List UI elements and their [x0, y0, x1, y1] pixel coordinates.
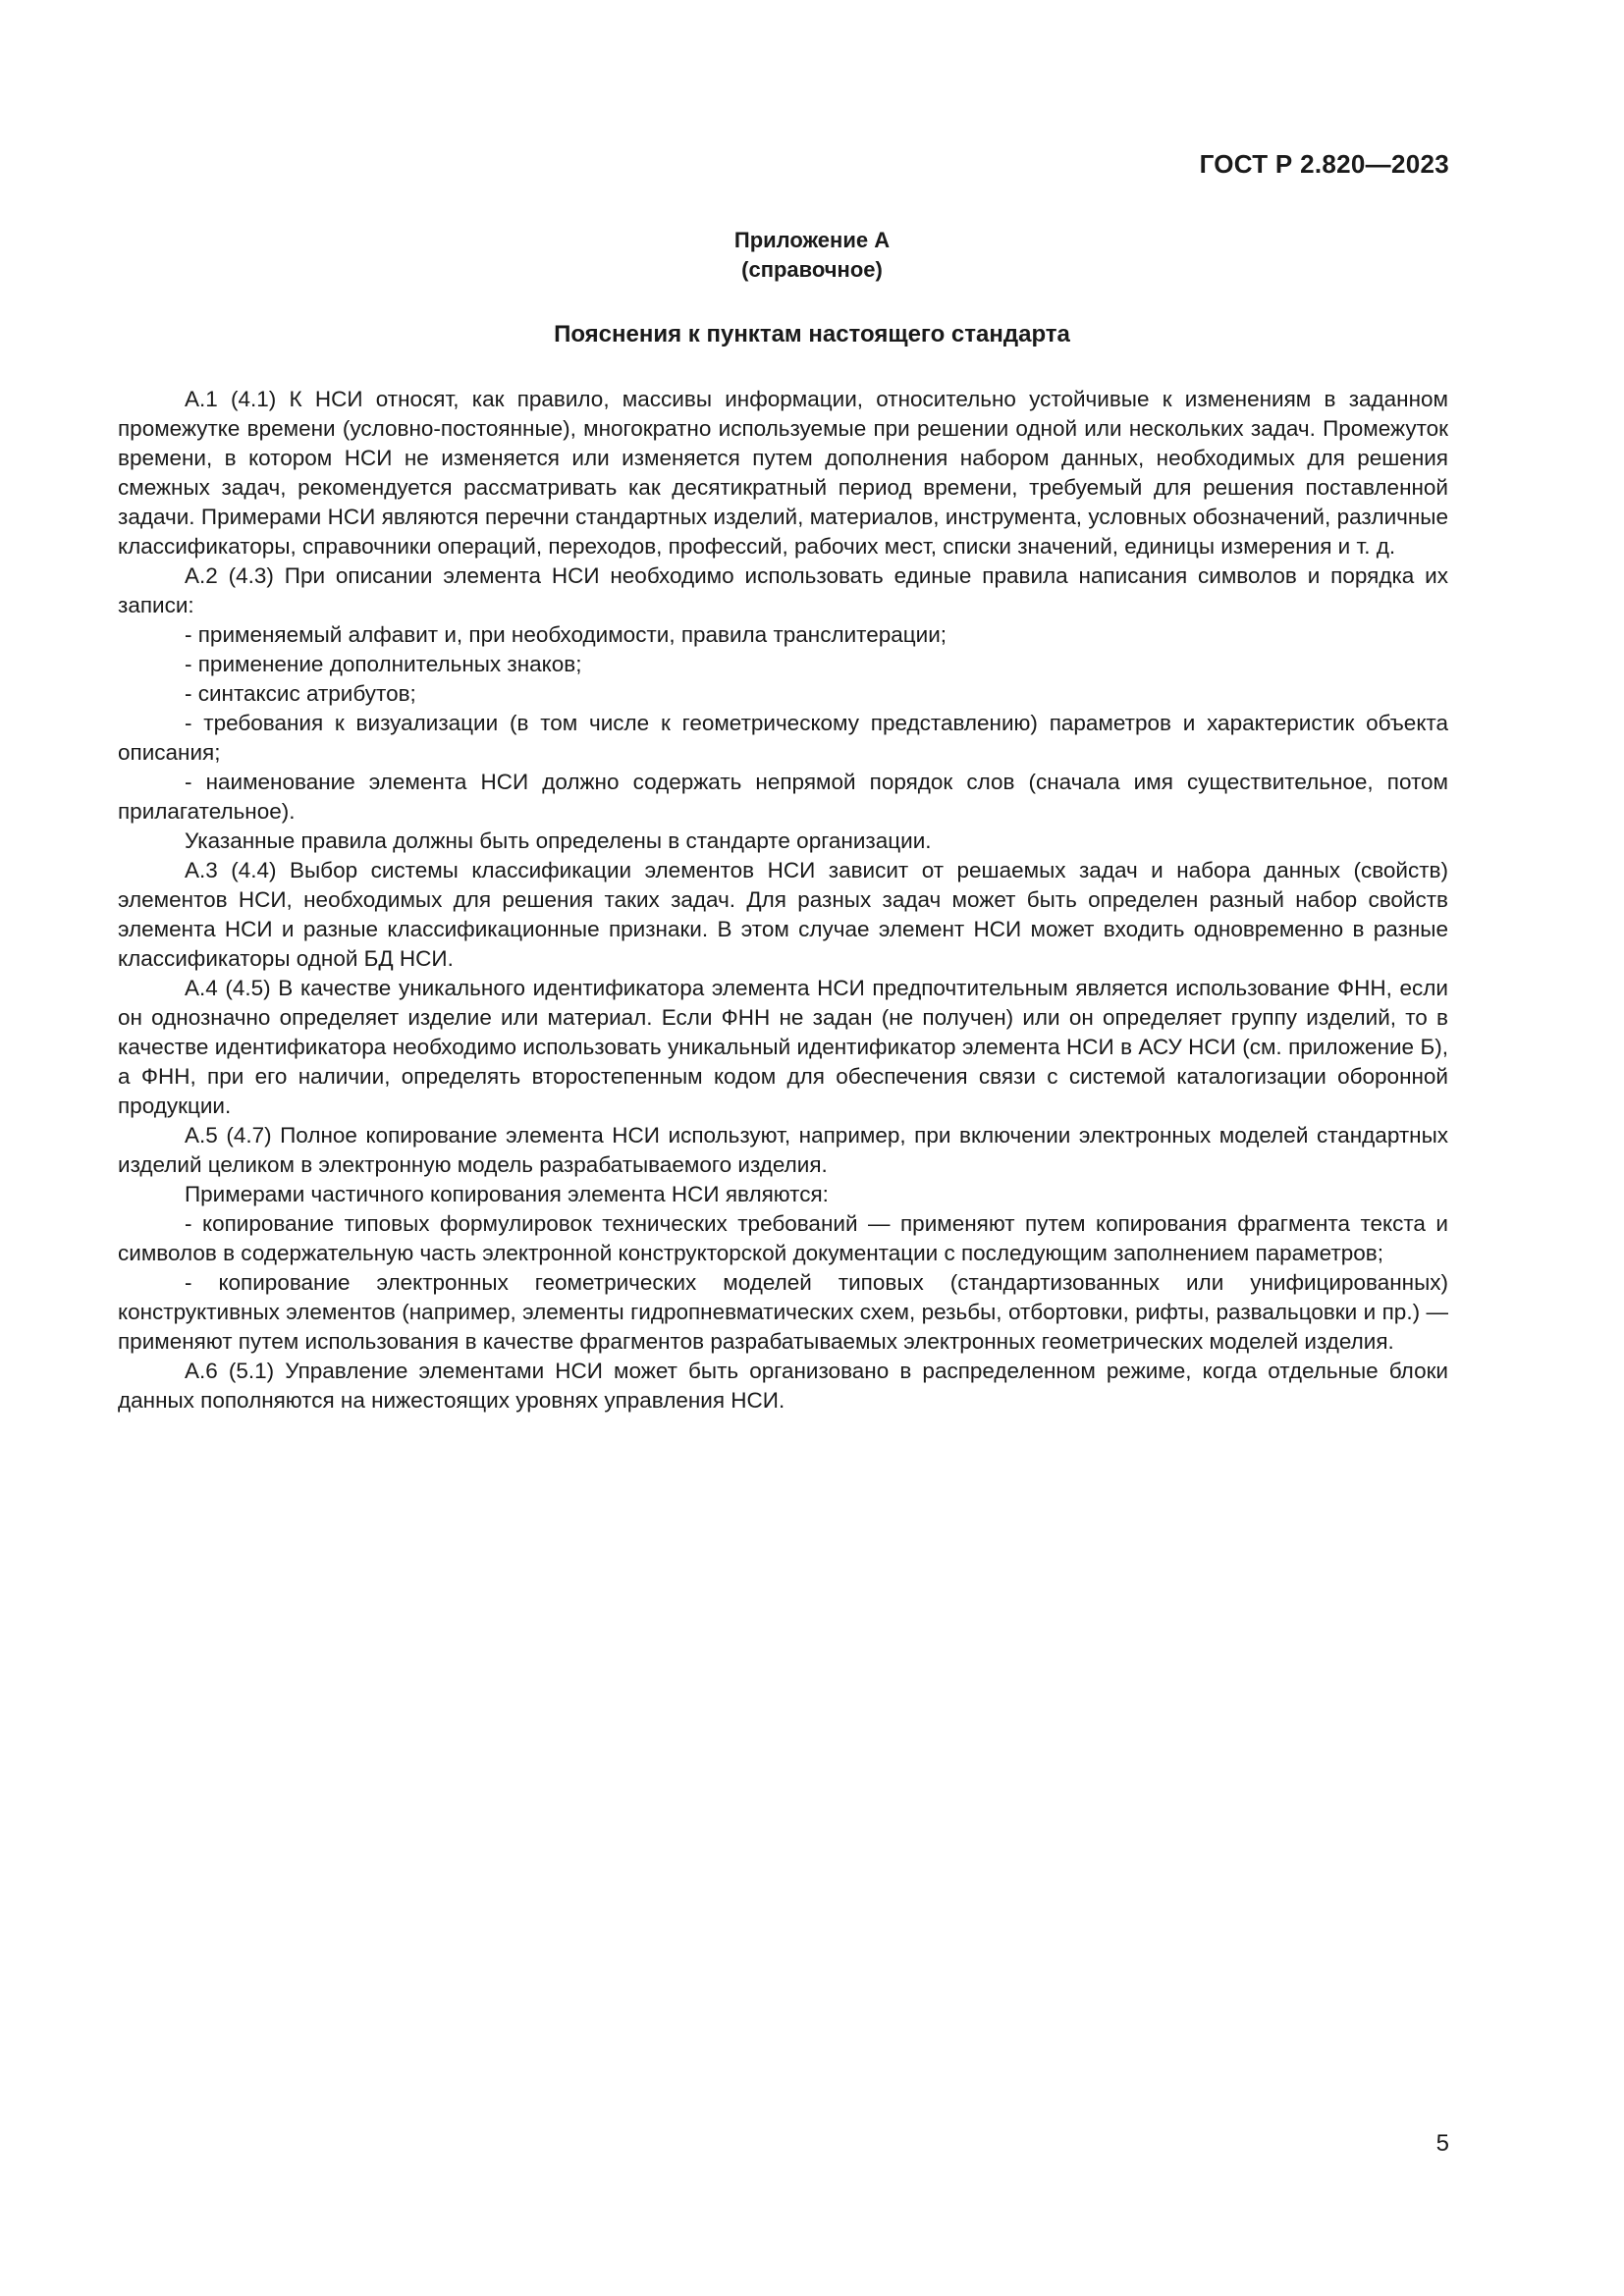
paragraph-rules-note: Указанные правила должны быть определены в стандарте организации. — [185, 828, 932, 853]
list-item: - синтаксис атрибутов; — [185, 681, 416, 706]
paragraph-a5: А.5 (4.7) Полное копирование элемента НСИ используют, например, при включении электронных моделей стандартных изделий целиком в электронную модель разрабатываемого изделия. — [118, 1123, 1448, 1177]
section-title: Пояснения к пунктам настоящего стандарта — [554, 321, 1070, 347]
list-item: - копирование типовых формулировок технических требований — применяют путем копирования фрагмента текста и символов в содержательную часть электронной конструкторской документации с последующим заполнением параметров; — [118, 1211, 1448, 1265]
list-item: - применяемый алфавит и, при необходимости, правила транслитерации; — [185, 622, 947, 647]
paragraph-a3: А.3 (4.4) Выбор системы классификации элементов НСИ зависит от решаемых задач и набора данных (свойств) элементов НСИ, необходимых для решения таких задач. Для разных задач может быть определен разный набор свойств элемента НСИ и разные классификационные признаки. В этом случае элемент НСИ может входить одновременно в разные классификаторы одной БД НСИ. — [118, 858, 1448, 971]
paragraph-a6: А.6 (5.1) Управление элементами НСИ может быть организовано в распределенном режиме, когда отдельные блоки данных пополняются на нижестоящих уровнях управления НСИ. — [118, 1359, 1448, 1413]
list-item: - наименование элемента НСИ должно содержать непрямой порядок слов (сначала имя существительное, потом прилагательное). — [118, 770, 1448, 824]
list-item: - копирование электронных геометрических моделей типовых (стандартизованных или унифицированных) конструктивных элементов (например, элементы гидропневматических схем, резьбы, отбортовки, рифты, развальцовки и пр.) — применяют путем использования в качестве фрагментов разрабатываемых электронных геометрических моделей изделия. — [118, 1270, 1448, 1354]
paragraph-a2: А.2 (4.3) При описании элемента НСИ необходимо использовать единые правила написания символов и порядка их записи: — [118, 563, 1448, 617]
appendix-title: Приложение А — [733, 228, 891, 252]
appendix-type: (справочное) — [741, 257, 883, 282]
page-number: 5 — [1435, 2130, 1449, 2157]
appendix-heading — [0, 226, 1624, 285]
list-item: - требования к визуализации (в том числе к геометрическому представлению) параметров и характеристик объекта описания; — [118, 711, 1448, 765]
standard-code: ГОСТ Р 2.820—2023 — [1199, 149, 1449, 179]
paragraph-a4: А.4 (4.5) В качестве уникального идентификатора элемента НСИ предпочтительным является использование ФНН, если он однозначно определяет изделие или материал. Если ФНН не задан (не получен) или он определяет группу изделий, то в качестве идентификатора необходимо использовать уникальный идентификатор элемента НСИ в АСУ НСИ (см. приложение Б), а ФНН, при его наличии, определять второстепенным кодом для обеспечения связи с системой каталогизации оборонной продукции. — [118, 976, 1448, 1118]
list-item: - применение дополнительных знаков; — [185, 652, 582, 676]
paragraph-a1: А.1 (4.1) К НСИ относят, как правило, массивы информации, относительно устойчивые к изменениям в заданном промежутке времени (условно-постоянные), многократно используемые при решении одной или нескольких задач. Промежуток времени, в котором НСИ не изменяется или изменяется путем дополнения набором данных, необходимых для решения смежных задач, рекомендуется рассматривать как десятикратный период времени, требуемый для решения поставленной задачи. Примерами НСИ являются перечни стандартных изделий, материалов, инструмента, условных обозначений, различные классификаторы, справочники операций, переходов, профессий, рабочих мест, списки значений, единицы измерения и т. д. — [118, 387, 1448, 559]
document-body — [118, 385, 1448, 1415]
paragraph-partial-copy-intro: Примерами частичного копирования элемента НСИ являются: — [185, 1182, 829, 1206]
